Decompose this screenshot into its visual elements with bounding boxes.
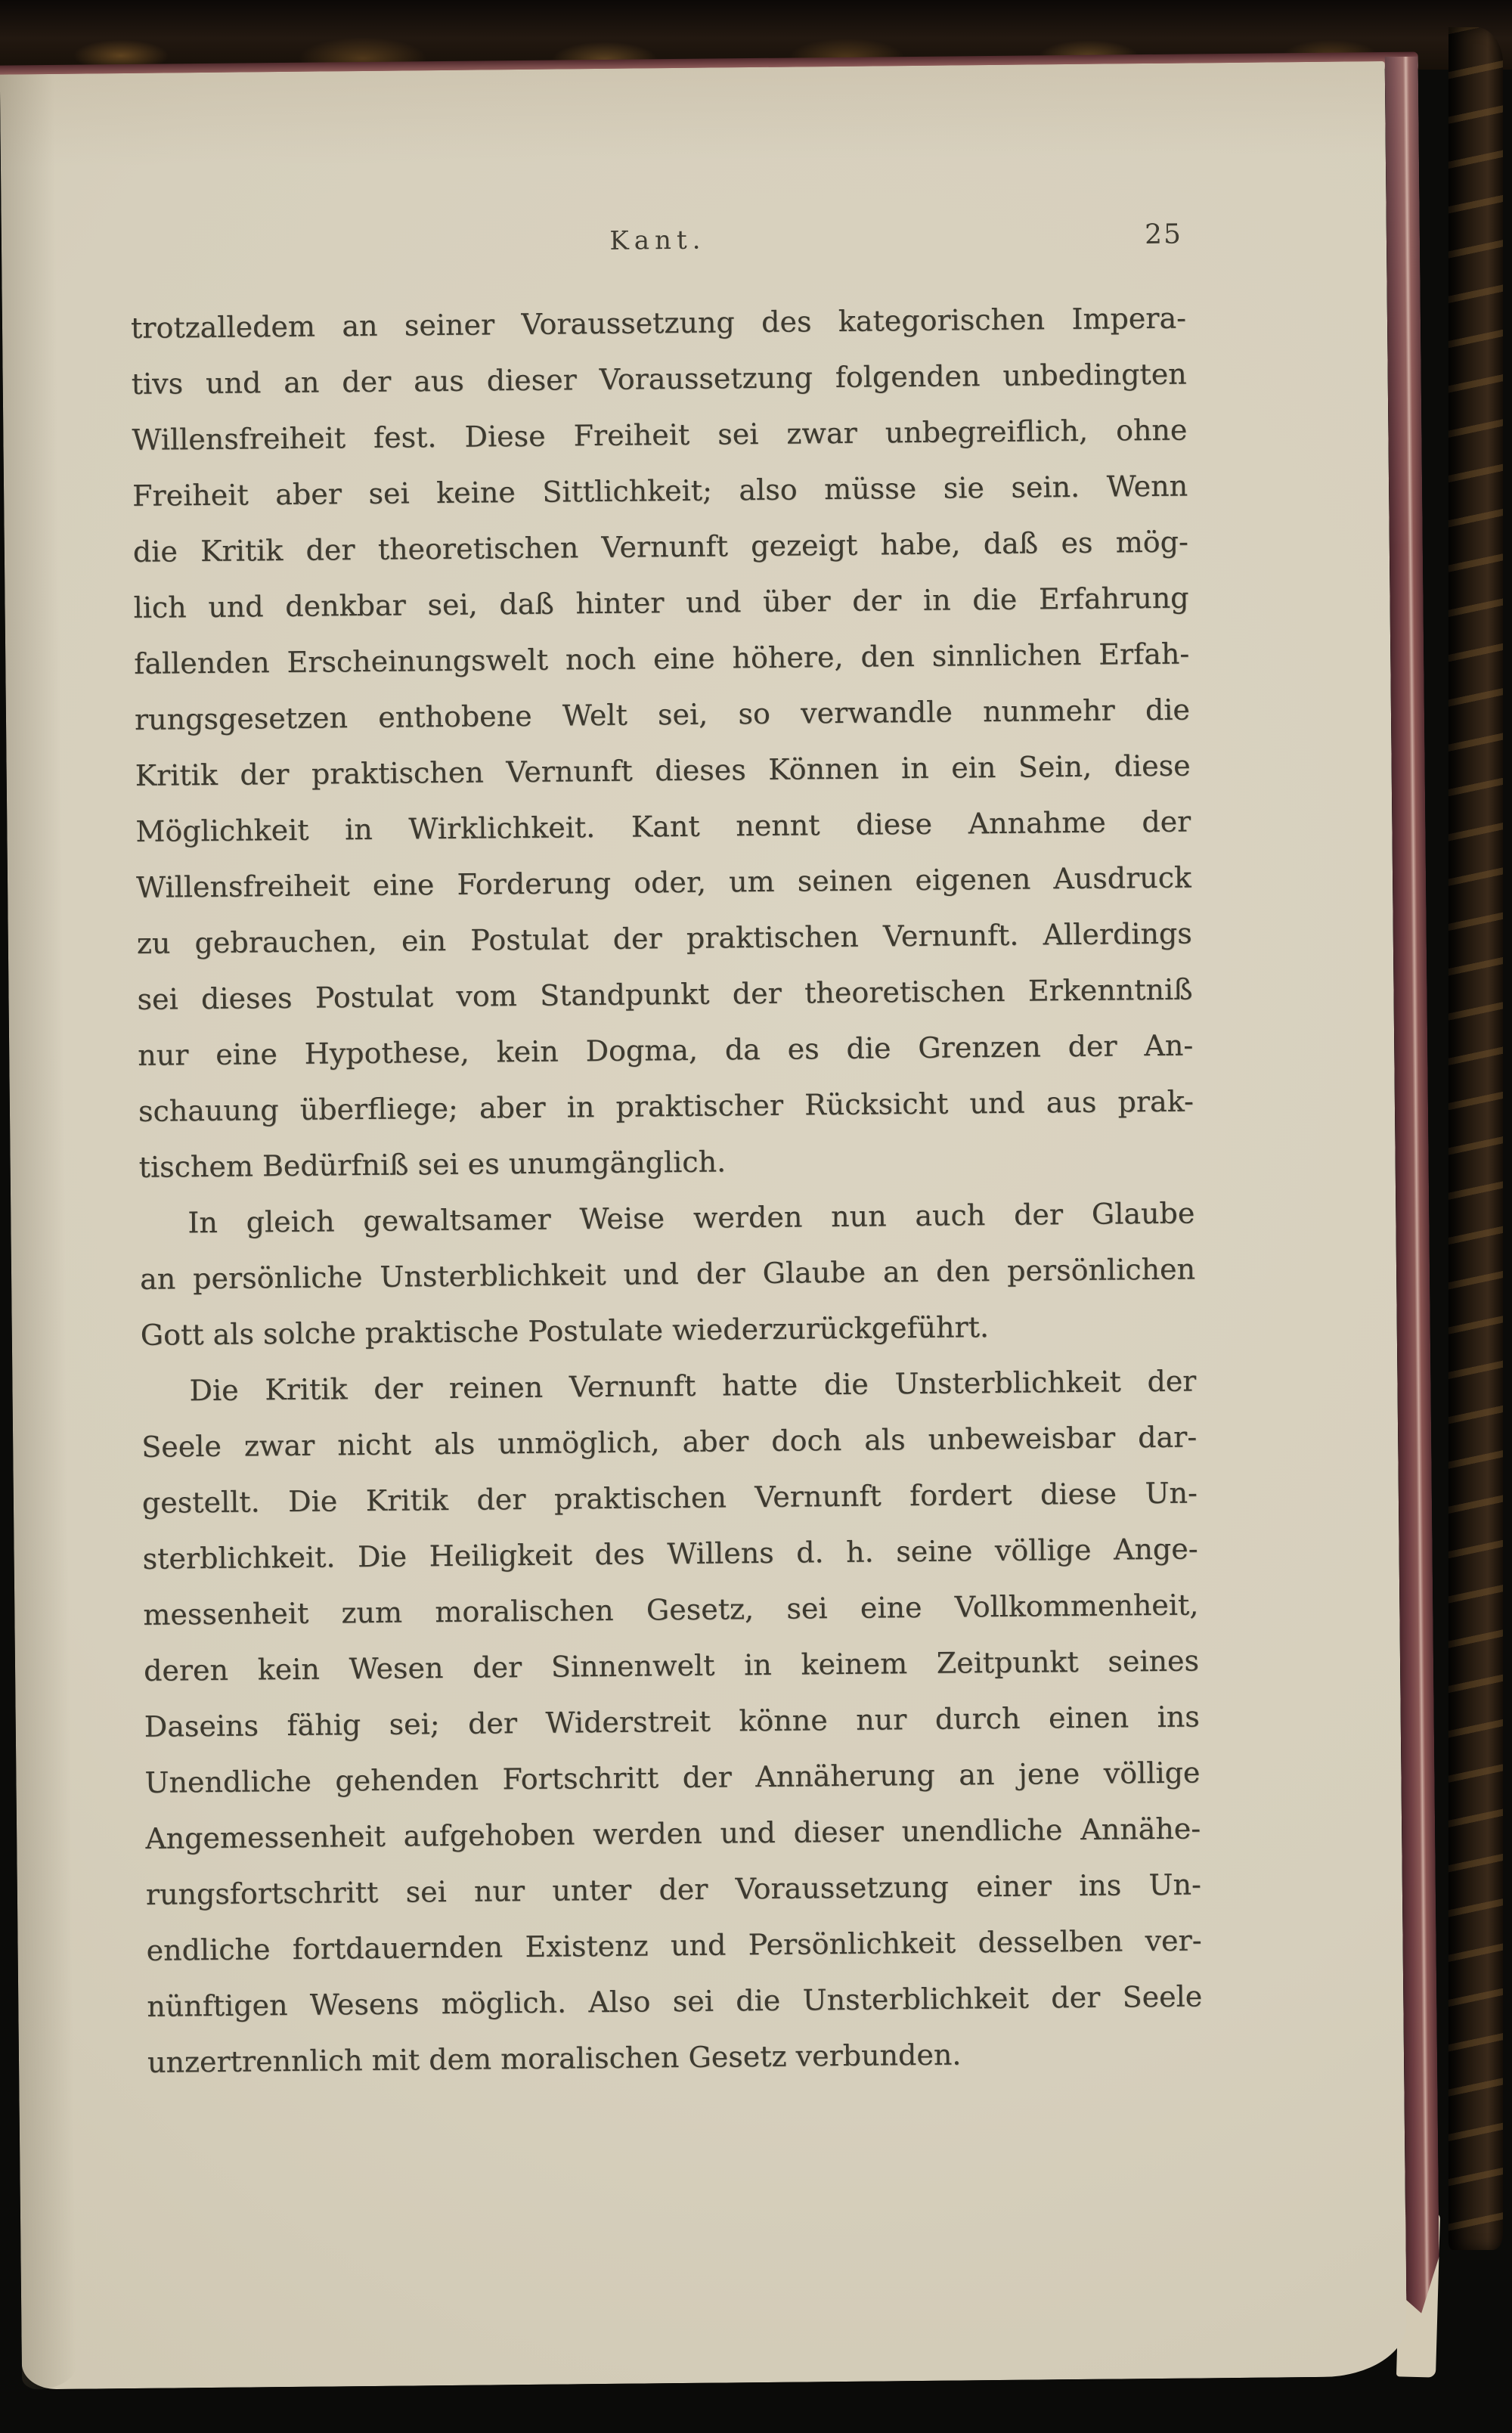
text-line: schauung überfliege; aber in praktischer Rücksicht und aus prak- <box>138 1084 1194 1128</box>
text-line: Möglichkeit in Wirklichkeit. Kant nennt diese Annahme der <box>135 804 1191 848</box>
text-line: gestellt. Die Kritik der praktischen Vernunft fordert diese Un- <box>141 1476 1198 1520</box>
text-line: rungsgesetzen enthobene Welt sei, so verwandle nunmehr die <box>134 693 1191 736</box>
book-page <box>0 61 1407 2389</box>
text-line: sei dieses Postulat vom Standpunkt der theoretischen Erkenntniß <box>137 972 1193 1016</box>
text-line: fallenden Erscheinungswelt noch eine höhere, den sinnlichen Erfah- <box>134 637 1190 680</box>
text-line: Die Kritik der reinen Vernunft hatte die Unsterblichkeit der <box>189 1364 1197 1408</box>
text-line: deren kein Wesen der Sinnenwelt in keinem Zeitpunkt seines <box>143 1644 1200 1688</box>
text-line: tischem Bedürfniß sei es unumgänglich. <box>138 1145 727 1184</box>
page-number: 25 <box>1144 219 1183 251</box>
text-line: endliche fortdauernden Existenz und Persönlichkeit desselben ver- <box>146 1923 1202 1967</box>
text-line: Daseins fähig sei; der Widerstreit könne nur durch einen ins <box>144 1700 1200 1743</box>
text-line: zu gebrauchen, ein Postulat der praktischen Vernunft. Allerdings <box>136 916 1192 960</box>
text-block <box>131 290 1204 2091</box>
text-line: tivs und an der aus dieser Voraussetzung folgenden unbedingten <box>131 357 1187 401</box>
text-line: nur eine Hypothese, kein Dogma, da es die Grenzen der An- <box>138 1028 1194 1072</box>
text-line: Angemessenheit aufgehoben werden und dieser unendliche Annähe- <box>144 1812 1201 1855</box>
text-line: rungsfortschritt sei nur unter der Voraussetzung einer ins Un- <box>145 1867 1202 1911</box>
text-line: an persönliche Unsterblichkeit und der Glaube an den persönlichen <box>139 1252 1196 1296</box>
text-line: messenheit zum moralischen Gesetz, sei eine Vollkommenheit, <box>143 1588 1199 1632</box>
text-line: lich und denkbar sei, daß hinter und über der in die Erfahrung <box>133 581 1189 625</box>
text-line: Kritik der praktischen Vernunft dieses Können in ein Sein, diese <box>135 748 1191 792</box>
text-line: In gleich gewaltsamer Weise werden nun auch der Glaube <box>187 1196 1195 1240</box>
text-line: Willensfreiheit fest. Diese Freiheit sei zwar unbegreiflich, ohne <box>132 413 1188 457</box>
page-header <box>130 221 1185 273</box>
text-line: sterblichkeit. Die Heiligkeit des Willens d. h. seine völlige Ange- <box>142 1532 1198 1576</box>
text-line: Willensfreiheit eine Forderung oder, um seinen eigenen Ausdruck <box>135 860 1192 904</box>
text-line: Seele zwar nicht als unmöglich, aber doch als unbeweisbar dar- <box>141 1420 1198 1464</box>
text-line: die Kritik der theoretischen Vernunft gezeigt habe, daß es mög- <box>132 525 1189 569</box>
text-line: trotzalledem an seiner Voraussetzung des kategorischen Impera- <box>130 301 1187 345</box>
text-line: Unendliche gehenden Fortschritt der Annäherung an jene völlige <box>144 1756 1201 1799</box>
text-line: nünftigen Wesens möglich. Also sei die Unsterblichkeit der Seele <box>147 1979 1203 2023</box>
text-line: Gott als solche praktische Postulate wiederzurückgeführt. <box>140 1310 990 1352</box>
text-line: unzertrennlich mit dem moralischen Gesetz verbunden. <box>147 2038 962 2079</box>
text-line: Freiheit aber sei keine Sittlichkeit; also müsse sie sein. Wenn <box>132 469 1188 513</box>
running-title: Kant. <box>609 225 706 256</box>
